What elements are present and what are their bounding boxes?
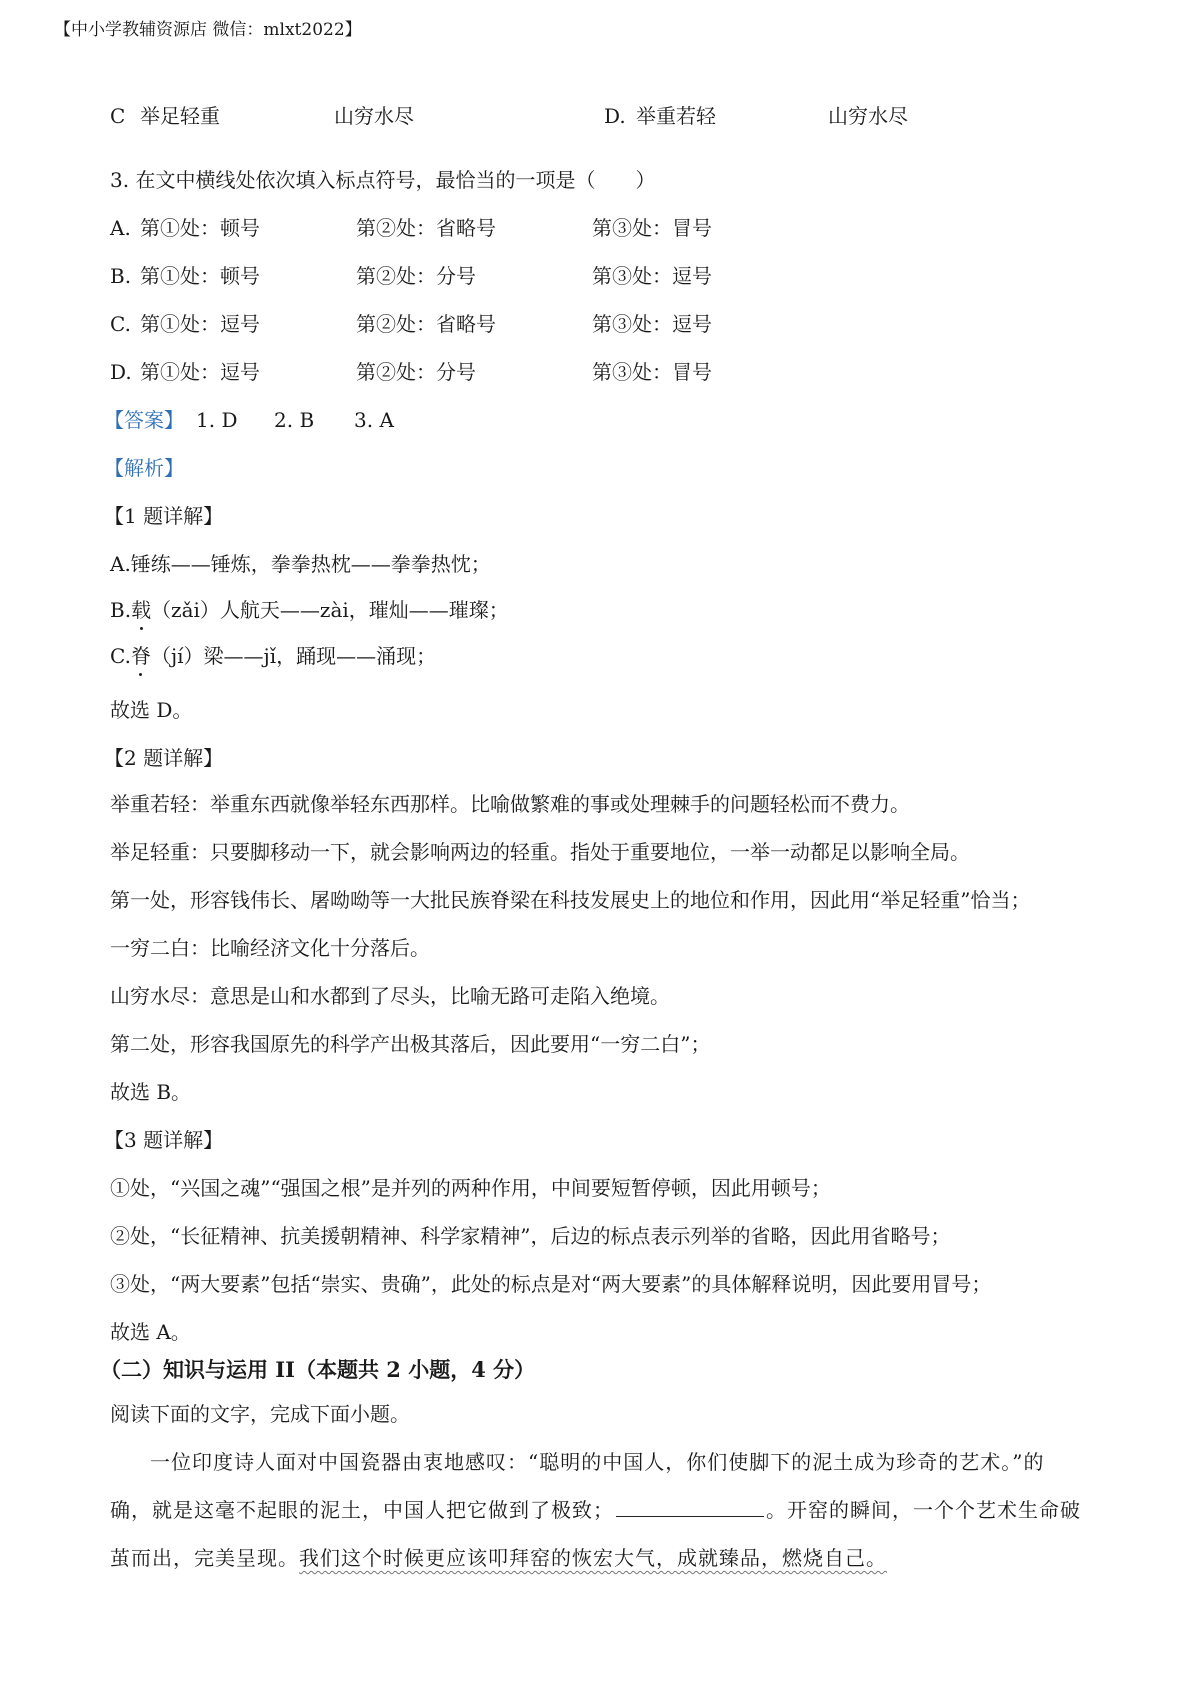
detail2-title: 【2 题详解】 bbox=[104, 746, 224, 770]
detail3-title: 【3 题详解】 bbox=[104, 1128, 224, 1152]
fill-blank bbox=[616, 1498, 764, 1517]
detail3-line: ①处，“兴国之魂”“强国之根”是并列的两种作用，中间要短暂停顿，因此用顿号； bbox=[110, 1176, 831, 1200]
answer-3: 3. A bbox=[354, 408, 394, 432]
line-b-prefix: B. bbox=[110, 598, 132, 622]
detail1-title: 【1 题详解】 bbox=[104, 504, 224, 528]
option-part1: 第①处：逗号 bbox=[140, 312, 260, 336]
passage-line-1: 一位印度诗人面对中国瓷器由衷地感叹：“聪明的中国人，你们使脚下的泥土成为珍奇的艺术。”的 bbox=[150, 1450, 1045, 1474]
passage-text: 确，就是这毫不起眼的泥土，中国人把它做到了极致； bbox=[110, 1498, 614, 1522]
detail3-line: ②处，“长征精神、抗美援朝精神、科学家精神”，后边的标点表示列举的省略，因此用省略号； bbox=[110, 1224, 951, 1248]
detail1-line-a: A.锤练——锤炼，拳拳热枕——拳拳热忱； bbox=[110, 552, 491, 576]
option-d-word2: 山穷水尽 bbox=[828, 104, 908, 128]
line-b-rest: （zǎi）人航天——zài，璀灿——璀璨； bbox=[151, 598, 509, 622]
option-part1: 第①处：顿号 bbox=[140, 216, 260, 240]
detail2-conclusion: 故选 B。 bbox=[110, 1080, 192, 1104]
passage-line-2 bbox=[110, 1496, 1081, 1524]
answer-tag: 【答案】 bbox=[104, 408, 184, 432]
option-c-label: C bbox=[110, 104, 126, 128]
detail2-line: 举重若轻：举重东西就像举轻东西那样。比喻做繁难的事或处理棘手的问题轻松而不费力。 bbox=[110, 792, 910, 816]
detail2-line: 举足轻重：只要脚移动一下，就会影响两边的轻重。指处于重要地位，一举一动都足以影响全局。 bbox=[110, 840, 970, 864]
option-label: A. bbox=[110, 216, 131, 240]
answer-2: 2. B bbox=[274, 408, 315, 432]
detail3-line: ③处，“两大要素”包括“崇实、贵确”，此处的标点是对“两大要素”的具体解释说明，因此要用冒号； bbox=[110, 1272, 992, 1296]
detail1-conclusion: 故选 D。 bbox=[110, 698, 193, 722]
option-part1: 第①处：顿号 bbox=[140, 264, 260, 288]
option-c-word2: 山穷水尽 bbox=[334, 104, 414, 128]
q3-stem: 3. 在文中横线处依次填入标点符号，最恰当的一项是（ ） bbox=[110, 168, 656, 192]
option-d-label: D. bbox=[604, 104, 626, 128]
detail1-line-b bbox=[110, 596, 509, 624]
passage-text: 茧而出，完美呈现。 bbox=[110, 1546, 299, 1570]
option-label: D. bbox=[110, 360, 132, 384]
option-part2: 第②处：省略号 bbox=[356, 216, 496, 240]
emphasis-char: 脊 bbox=[130, 644, 151, 668]
option-c-word1: 举足轻重 bbox=[140, 104, 220, 128]
detail2-line: 一穷二白：比喻经济文化十分落后。 bbox=[110, 936, 430, 960]
passage-text: 。开窑的瞬间，一个个艺术生命破 bbox=[766, 1498, 1081, 1522]
detail2-line: 第一处，形容钱伟长、屠呦呦等一大批民族脊梁在科技发展史上的地位和作用，因此用“举足轻重”恰当； bbox=[110, 888, 1031, 912]
option-part2: 第②处：省略号 bbox=[356, 312, 496, 336]
line-c-rest: （jí）梁——jǐ，踊现——涌现； bbox=[150, 644, 437, 668]
emphasis-char: 载 bbox=[131, 598, 152, 622]
option-part2: 第②处：分号 bbox=[356, 360, 476, 384]
section2-instruction: 阅读下面的文字，完成下面小题。 bbox=[110, 1402, 410, 1426]
detail2-line: 山穷水尽：意思是山和水都到了尽头，比喻无路可走陷入绝境。 bbox=[110, 984, 670, 1008]
option-part3: 第③处：冒号 bbox=[592, 360, 712, 384]
analysis-tag: 【解析】 bbox=[104, 456, 184, 480]
watermark-header: 【中小学教辅资源店 微信：mlxt2022】 bbox=[54, 20, 362, 40]
section2-heading: （二）知识与运用 II（本题共 2 小题，4 分） bbox=[100, 1357, 536, 1382]
option-label: C. bbox=[110, 312, 131, 336]
passage-line-3 bbox=[110, 1544, 887, 1572]
option-part3: 第③处：逗号 bbox=[592, 312, 712, 336]
option-label: B. bbox=[110, 264, 132, 288]
detail1-line-c bbox=[110, 642, 436, 670]
option-part3: 第③处：逗号 bbox=[592, 264, 712, 288]
answer-1: 1. D bbox=[196, 408, 238, 432]
detail2-line: 第二处，形容我国原先的科学产出极其落后，因此要用“一穷二白”； bbox=[110, 1032, 711, 1056]
option-part1: 第①处：逗号 bbox=[140, 360, 260, 384]
option-part3: 第③处：冒号 bbox=[592, 216, 712, 240]
line-c-prefix: C. bbox=[110, 644, 131, 668]
option-part2: 第②处：分号 bbox=[356, 264, 476, 288]
option-d-word1: 举重若轻 bbox=[636, 104, 716, 128]
detail3-conclusion: 故选 A。 bbox=[110, 1320, 191, 1344]
wavy-underlined-sentence: 我们这个时候更应该叩拜窑的恢宏大气，成就臻品，燃烧自己。 bbox=[299, 1546, 887, 1570]
